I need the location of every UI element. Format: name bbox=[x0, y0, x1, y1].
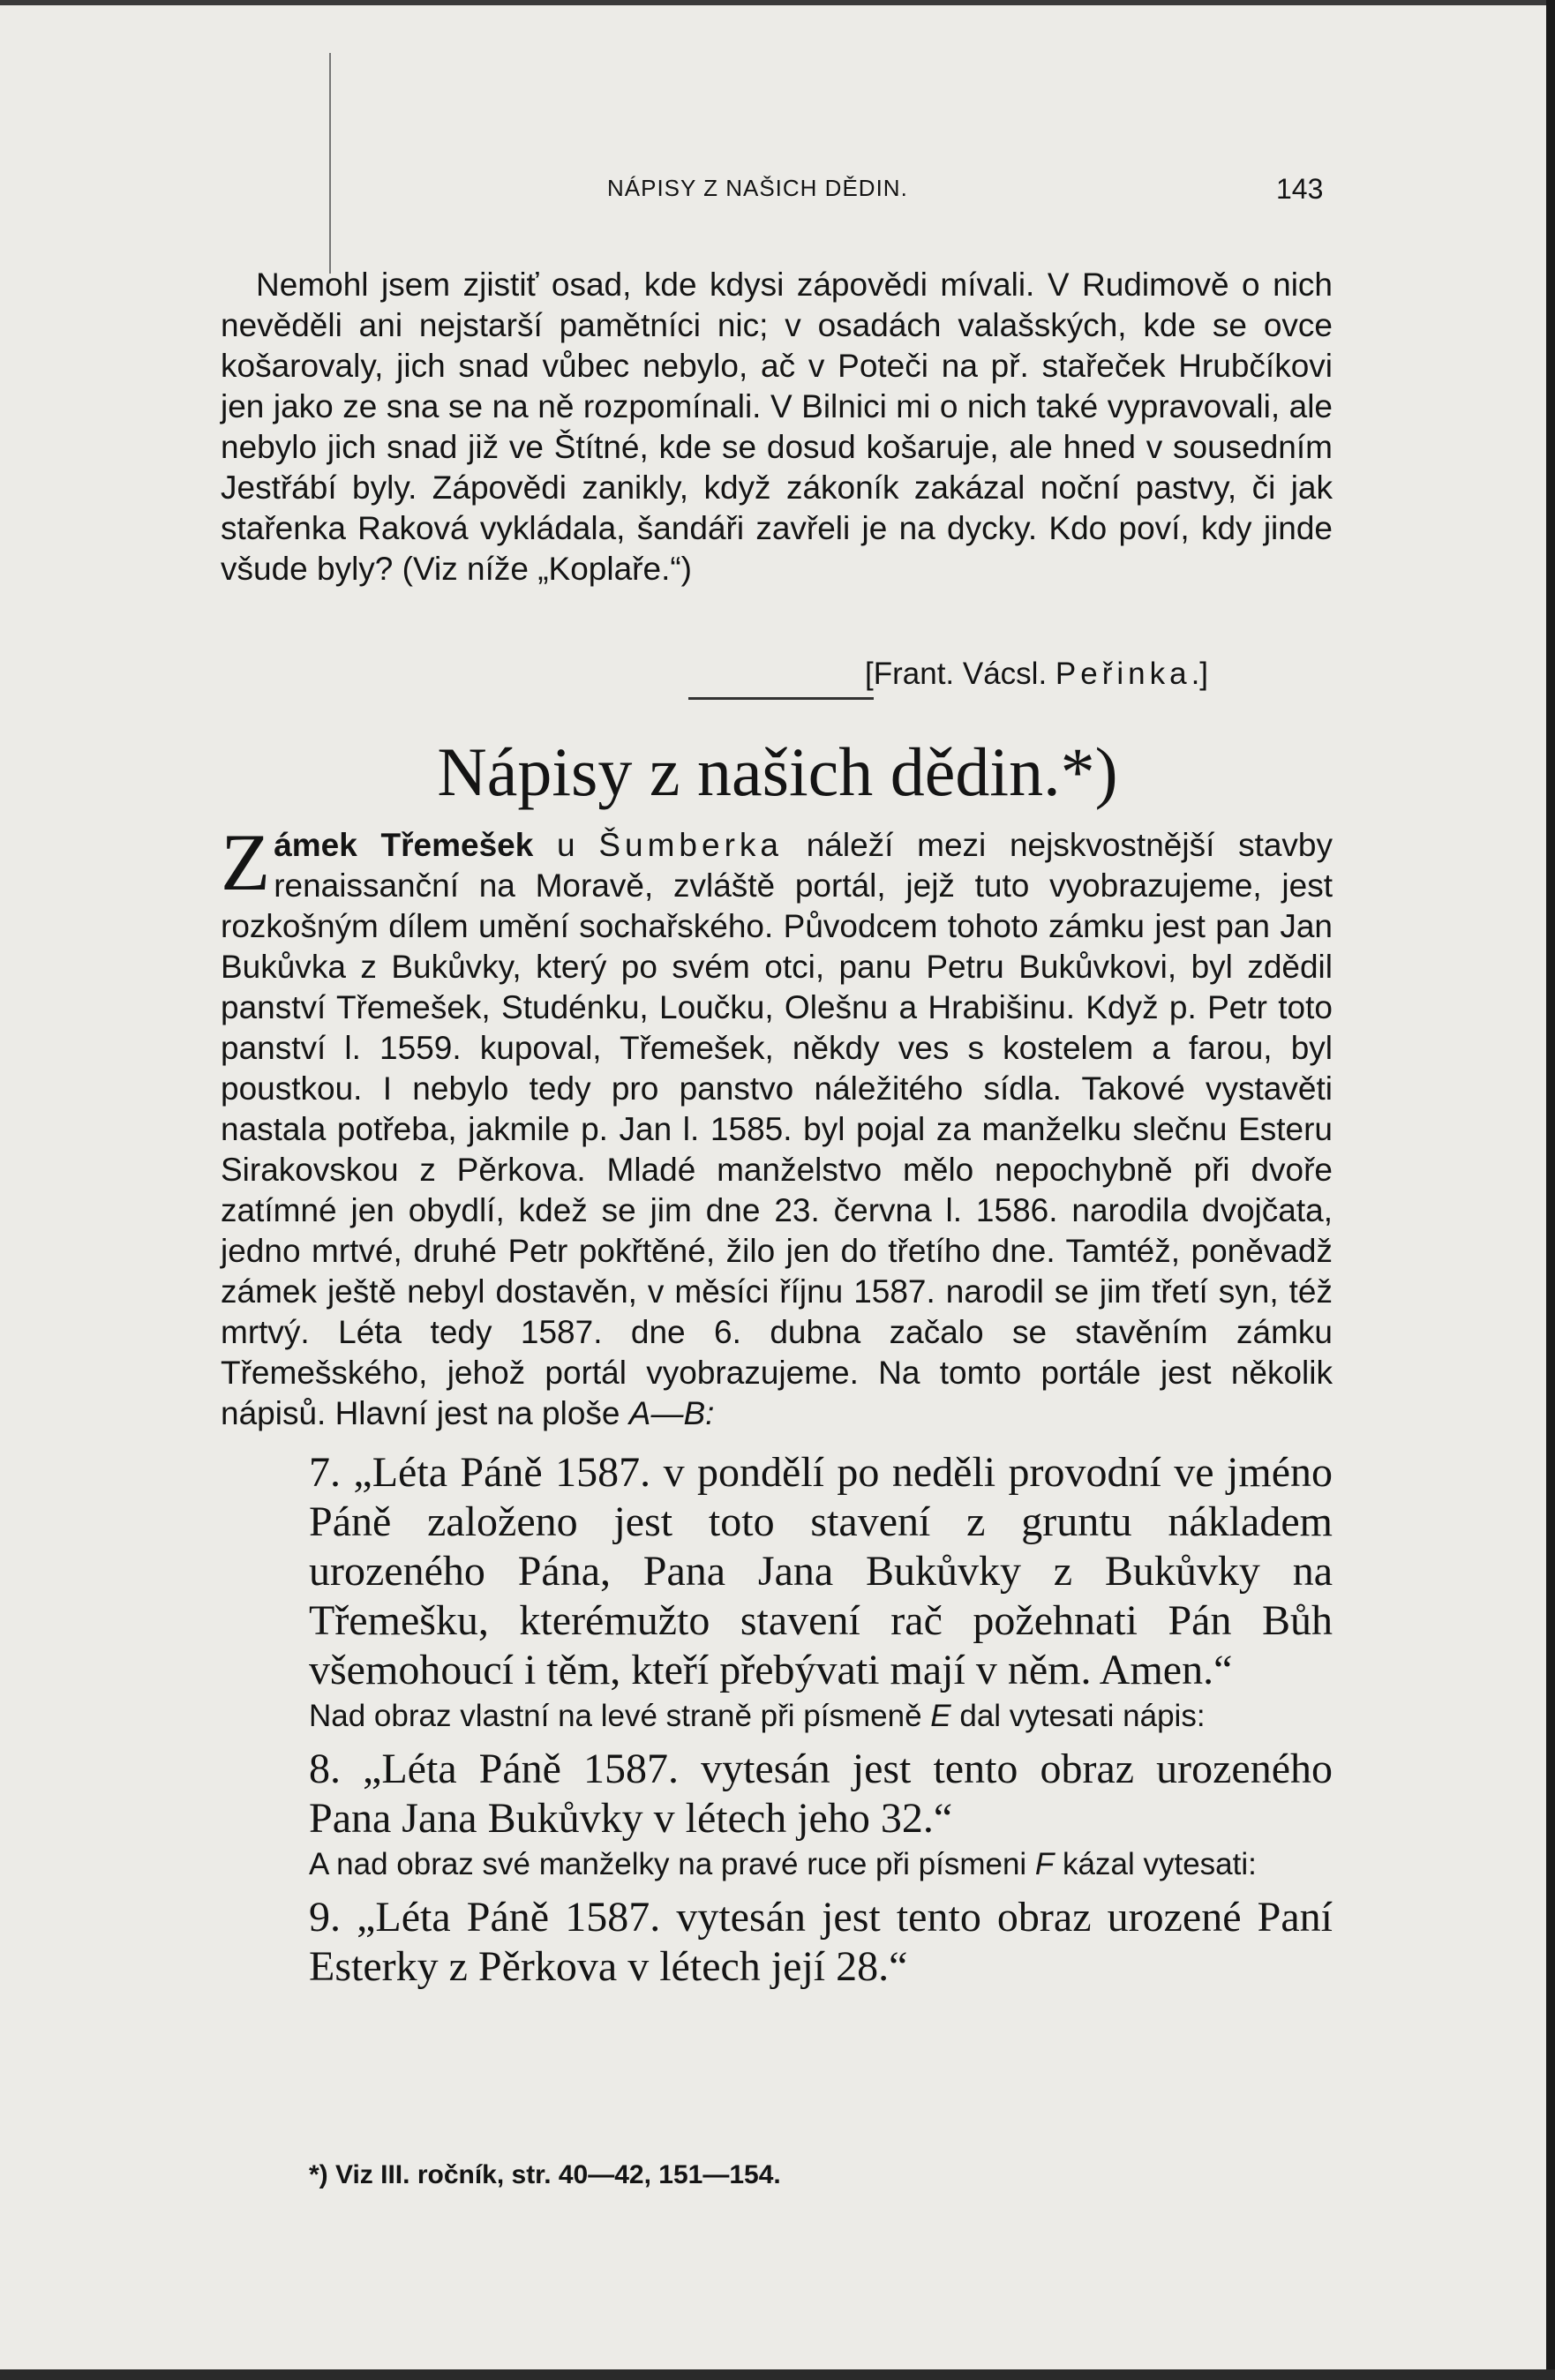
page-number: 143 bbox=[1276, 173, 1324, 205]
signature-close: .] bbox=[1191, 657, 1209, 691]
running-header: NÁPISY Z NAŠICH DĚDIN. bbox=[607, 175, 908, 201]
inscription-7: 7. „Léta Páně 1587. v pondělí po neděli provodní ve jméno Páně založeno jest toto stavení z gruntu nákladem urozeného Pána, Pana Jana Bukůvky z Bukůvky na Třemešku, kterémužto stavení rač požehnati Pán Bůh všemohoucí i těm, kteří přebývati mají v něm. Amen.“ bbox=[309, 1449, 1333, 1693]
previous-article-ending bbox=[221, 265, 1333, 589]
scan-edge-bottom bbox=[0, 2369, 1555, 2380]
article-body bbox=[221, 817, 1333, 1992]
author-signature bbox=[865, 657, 1208, 692]
intro-bold: ámek Třemešek bbox=[274, 827, 534, 863]
note-8-letter: E bbox=[930, 1699, 951, 1733]
note-8-end: dal vytesati nápis: bbox=[950, 1699, 1206, 1733]
footnote: *) Viz III. ročník, str. 40—42, 151—154. bbox=[309, 2160, 781, 2189]
note-8 bbox=[221, 1697, 1333, 1736]
intro-paragraph bbox=[221, 817, 1333, 1434]
signature-name: Peřinka bbox=[1055, 657, 1191, 691]
closing-paragraph: Nemohl jsem zjistiť osad, kde kdysi zápovědi mívali. V Rudimově o nich nevěděli ani nejstarší pamětníci nic; v osadách valašských, kde se ovce košarovaly, jich snad vůbec nebylo, ač v Poteči na př. stařeček Hrubčíkovi jen jako ze sna se na ně rozpomínali. V Bilnici mi o nich také vypravovali, ale nebylo jich snad již ve Štítné, kde se dosud košaruje, ale hned v sousedním Jestřábí byly. Zápovědi zanikly, když zákoník zakázal noční pastvy, či jak stařenka Raková vykládala, šandáři zavřeli je na dycky. Kdo poví, kdy jinde všude byly? (Viz níže „Koplaře.“) bbox=[221, 267, 1333, 587]
note-9-letter: F bbox=[1034, 1847, 1055, 1881]
intro-text: náleží mezi nejskvostnější stavby renaissanční na Moravě, zvláště portál, jejž tuto vyobrazujeme, jest rozkošným dílem umění sochařského. Původcem tohoto zámku jest pan Jan Bukůvka z Bukůvky, který po svém otci, panu Petru Bukůvkovi, byl zdědil panství Třemešek, Studénku, Loučku, Olešnu a Hrabišinu. Když p. Petr toto panství l. 1559. kupoval, Třemešek, někdy ves s kostelem a farou, byl poustkou. I nebylo tedy pro panstvo náležitého sídla. Takové vystavěti nastala potřeba, jakmile p. Jan l. 1585. byl pojal za manželku slečnu Esteru Sirakovskou z Pěrkova. Mladé manželstvo mělo nepochybně při dvoře zatímné jen obydlí, kdež se jim dne 23. června l. 1586. narodila dvojčata, jedno mrtvé, druhé Petr pokřtěné, žilo jen do třetího dne. Tamtéž, poněvadž zámek ještě nebyl dostavěn, v měsíci říjnu 1587. narodil se jim třetí syn, též mrtvý. Léta tedy 1587. dne 6. dubna začalo se stavěním zámku Třemešského, jehož portál vyobrazujeme. Na tomto portále jest několik nápisů. Hlavní jest na ploše bbox=[221, 827, 1333, 1431]
margin-line bbox=[329, 53, 331, 274]
inscription-8: 8. „Léta Páně 1587. vytesán jest tento obraz urozeného Pana Jana Bukůvky v létech jeho 32.“ bbox=[309, 1746, 1333, 1842]
drop-cap: Z bbox=[221, 817, 271, 907]
intro-reference: A—B: bbox=[628, 1395, 715, 1431]
note-9-end: kázal vytesati: bbox=[1054, 1847, 1257, 1881]
note-9-text: A nad obraz své manželky na pravé ruce při písmeni bbox=[309, 1847, 1035, 1881]
scan-edge-top bbox=[0, 0, 1555, 5]
intro-connector: u bbox=[533, 827, 599, 863]
inscription-9: 9. „Léta Páně 1587. vytesán jest tento obraz urozené Paní Esterky z Pěrkova v létech její 28.“ bbox=[309, 1894, 1333, 1990]
note-9 bbox=[221, 1845, 1333, 1884]
place-name: Šumberka bbox=[598, 827, 783, 863]
section-divider bbox=[688, 697, 874, 700]
signature-open: [Frant. Vácsl. bbox=[865, 657, 1055, 691]
note-8-text: Nad obraz vlastní na levé straně při písmeně bbox=[309, 1699, 931, 1733]
scan-edge-right bbox=[1546, 0, 1555, 2380]
article-title: Nápisy z našich dědin.*) bbox=[437, 733, 1118, 810]
